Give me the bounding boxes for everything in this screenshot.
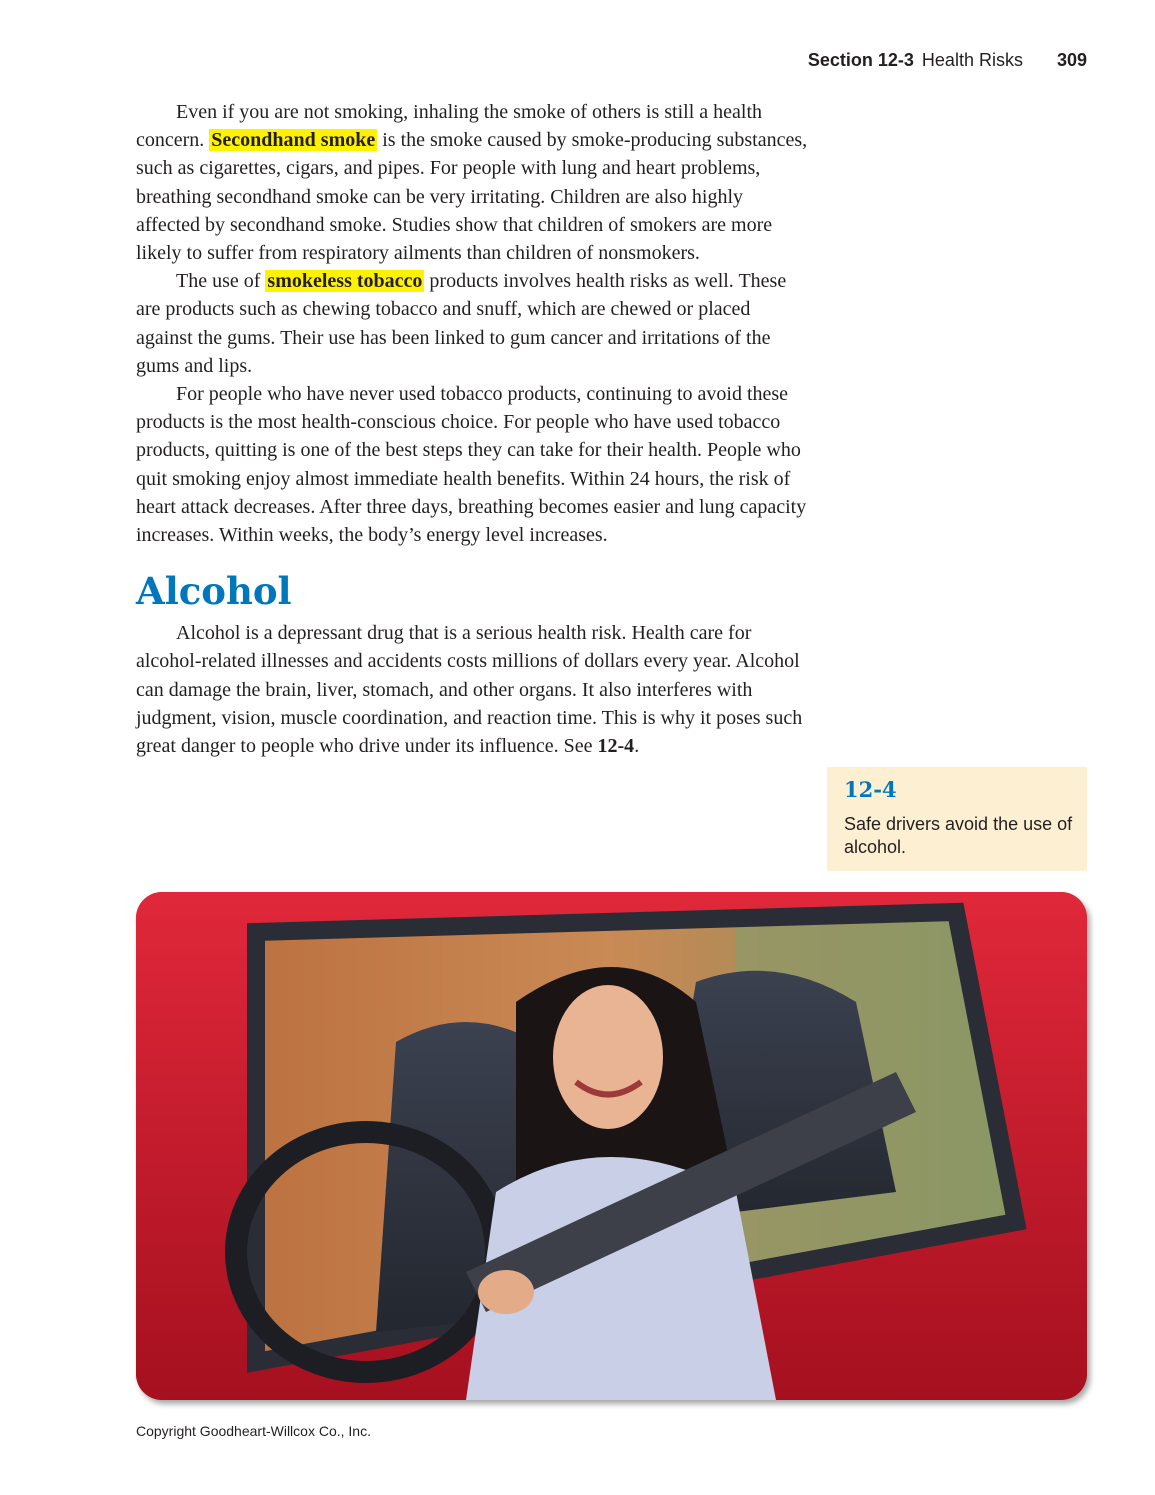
copyright-footer: Copyright Goodheart-Willcox Co., Inc. bbox=[136, 1423, 371, 1439]
figure-number: 12-4 bbox=[844, 777, 897, 802]
face bbox=[553, 985, 663, 1129]
key-term-smokeless-tobacco: smokeless tobacco bbox=[267, 270, 423, 293]
figure-reference[interactable]: 12-4 bbox=[597, 735, 635, 758]
paragraph-secondhand-smoke: Even if you are not smoking, inhaling the smoke of others is still a health concern. Secondhand smoke is the smoke caused by smoke-producing substances, such as cigarettes, cigars, and pipes. For people with lung and heart problems, breathing secondhand smoke can be very irritating. Children are also highly affected by secondhand smoke. Studies show that children of smokers are more likely to suffer from respiratory ailments than children of nonsmokers. bbox=[136, 101, 808, 265]
page-number: 309 bbox=[1056, 50, 1087, 70]
figure-caption-box bbox=[827, 767, 1087, 871]
paragraph-alcohol: Alcohol is a depressant drug that is a serious health risk. Health care for alcohol-related illnesses and accidents costs millions of dollars every year. Alcohol can damage the brain, liver, stomach, and other organs. It also interferes with judgment, vision, muscle coordination, and reaction time. This is why it poses such great danger to people who drive under its influence. See 12-4. bbox=[136, 622, 803, 758]
figure-photo bbox=[136, 892, 1087, 1400]
section-heading-alcohol: Alcohol bbox=[136, 569, 292, 614]
main-text-column bbox=[136, 98, 808, 760]
section-title: Health Risks bbox=[921, 50, 1023, 70]
hand bbox=[478, 1270, 534, 1314]
paragraph-smokeless-tobacco: The use of smokeless tobacco products involves health risks as well. These are products such as chewing tobacco and snuff, which are chewed or placed against the gums. Their use has been linked to gum cancer and irritations of the gums and lips. bbox=[136, 270, 787, 377]
section-label: Section 12-3 bbox=[807, 50, 914, 70]
driver-photo-illustration bbox=[136, 892, 1087, 1400]
figure-caption: Safe drivers avoid the use of alcohol. bbox=[844, 814, 1073, 857]
key-term-secondhand-smoke: Secondhand smoke bbox=[211, 129, 376, 152]
running-head bbox=[808, 50, 1087, 71]
paragraph-quitting: For people who have never used tobacco products, continuing to avoid these products is the most health-conscious choice. For people who have used tobacco products, quitting is one of the best steps they can take for their health. People who quit smoking enjoy almost immediate health benefits. Within 24 hours, the risk of heart attack decreases. After three days, breathing becomes easier and lung capacity increases. Within weeks, the body’s energy level increases. bbox=[136, 383, 807, 547]
